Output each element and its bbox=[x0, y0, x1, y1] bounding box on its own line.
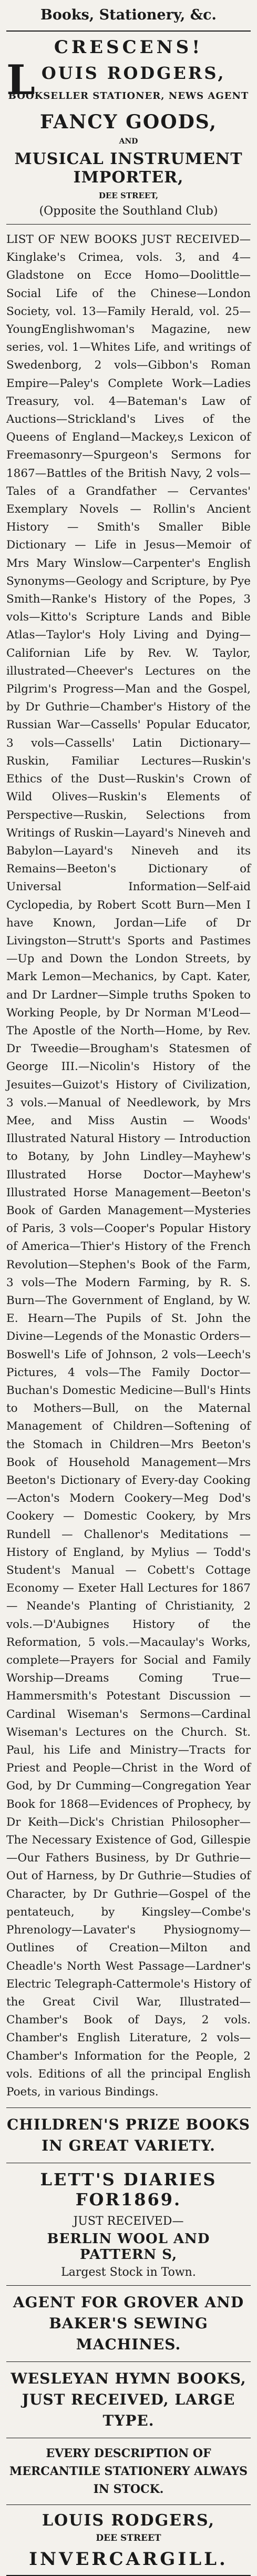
divider bbox=[6, 2107, 251, 2108]
footer-business-name: LOUIS RODGERS, bbox=[42, 2511, 215, 2530]
and-text: AND bbox=[119, 137, 138, 146]
fancy-goods-heading: FANCY GOODS, bbox=[39, 111, 218, 133]
crescens-heading: CRESCENS! bbox=[54, 37, 203, 58]
divider bbox=[6, 2504, 251, 2505]
section-title: Books, Stationery, &c. bbox=[40, 7, 217, 23]
divider bbox=[6, 30, 251, 32]
trade-line: BOOKSELLER STATIONER, NEWS AGENT bbox=[8, 90, 249, 101]
street-address: DEE STREET, bbox=[98, 191, 159, 200]
business-name-text: OUIS RODGERS, bbox=[41, 63, 226, 83]
newspaper-advertisement bbox=[6, 0, 251, 2570]
divider bbox=[6, 2361, 251, 2362]
footer-street: DEE STREET bbox=[96, 2533, 161, 2544]
footer-town: INVERCARGILL. bbox=[29, 2549, 228, 2570]
mercantile-stationery: EVERY DESCRIPTION OF MERCANTILE STATIONERY ALWAYS IN STOCK. bbox=[9, 2447, 248, 2497]
divider bbox=[6, 2285, 251, 2286]
largest-stock-text: Largest Stock in Town. bbox=[61, 2266, 196, 2279]
importer-heading: MUSICAL INSTRUMENT IMPORTER, bbox=[14, 150, 243, 187]
wesleyan-hymn-books: WESLEYAN HYMN BOOKS, JUST RECEIVED, LARGE TYPE. bbox=[11, 2370, 246, 2430]
book-list-paragraph: LIST OF NEW BOOKS JUST RECEIVED—Kinglake's Crimea, vols. 3, and 4—Gladstone on Ecce Homo—Doolittle—Social Life of the Chinese—London Society, vol. 13—Family Herald, vol. 25—YoungEnglishwoman's Magazine, new series, vol. 1—Whites Life, and writings of Swedenborg, 2 vols—Gibbon's Roman Empire—Paley's Complete Work—Ladies Treasury, vol. 4—Bateman's Law of Auctions—Strickland's Lives of the Queens of England—Mackey,s Lexicon of Freemasonry—Spurgeon's Sermons for 1867—Battles of the British Navy, 2 vols—Tales of a Grandfather — Cervantes' Exemplary Novels — Rollin's Ancient History — Smith's Smaller Bible Dictionary — Life in Jesus—Memoir of Mrs Mary Winslow—Carpenter's English Synonyms—Geology and Scripture, by Pye Smith—Ranke's History of the Popes, 3 vols—Kitto's Scripture Lands and Bible Atlas—Taylor's Holy Living and Dying—Californian Life by Rev. W. Taylor, illustrated—Cheever's Lectures on the Pilgrim's Progress—Man and the Gospel, by Dr Guthrie—Chamber's History of the Russian War—Cassells' Popular Educator, 3 vols—Cassells' Latin Dictionary—Ruskin, Familiar Lectures—Ruskin's Ethics of the Dust—Ruskin's Crown of Wild Olives—Ruskin's Elements of Perspective—Ruskin, Selections from Writings of Ruskin—Layard's Nineveh and Babylon—Layard's Nineveh and its Remains—Beeton's Dictionary of Universal Information—Self-aid Cyclopedia, by Robert Scott Burn—Men I have Known, Jordan—Life of Dr Livingston—Strutt's Sports and Pastimes—Up and Down the London Streets, by Mark Lemon—Mechanics, by Capt. Kater, and Dr Lardner—Simple truths Spoken to Working People, by Dr Norman M'Leod—The Apostle of the North—Home, by Rev. Dr Tweedie—Brougham's Statesmen of George III.—Nicolin's History of the Jesuites—Guizot's History of Civilization, 3 vols.—Manual of Needlework, by Mrs Mee, and Miss Austin — Woods' Illustrated Natural History — Introduction to Botany, by John Lindley—Mayhew's Illustrated Horse Doctor—Mayhew's Illustrated Horse Management—Beeton's Book of Garden Management—Mysteries of Paris, 3 vols—Cooper's Popular History of America—Thier's History of the French Revolution—Stephen's Book of the Farm, 3 vols—The Modern Farming, by R. S. Burn—The Government of England, by W. E. Hearn—The Pupils of St. John the Divine—Legends of the Monastic Orders—Boswell's Life of Johnson, 2 vols—Leech's Pictures, 4 vols—The Family Doctor—Buchan's Domestic Medicine—Bull's Hints to Mothers—Bull, on the Maternal Management of Children—Softening of the Stomach in Children—Mrs Beeton's Book of Household Management—Mrs Beeton's Dictionary of Every-day Cooking—Acton's Modern Cookery—Meg Dod's Cookery — Domestic Cookery, by Mrs Rundell — Challenor's Meditations — History of England, by Mylius — Todd's Student's Manual — Cobett's Cottage Economy — Exeter Hall Lectures for 1867 — Neande's Planting of Christianity, 2 vols.—D'Aubignes History of the Reformation, 5 vols.—Macaulay's Works, complete—Prayers for Social and Family Worship—Dreams Coming True—Hammersmith's Potestant Discussion — Cardinal Wiseman's Sermons—Cardinal Wiseman's Lectures on the Church. St. Paul, his Life and Ministry—Tracts for Priest and People—Christ in the Word of God, by Dr Cumming—Congregation Year Book for 1868—Evidences of Prophecy, by Dr Keith—Dick's Christian Philosopher—The Necessary Existence of God, Gillespie—Our Fathers Business, by Dr Guthrie—Out of Harness, by Dr Guthrie—Studies of Character, by Dr Guthrie—Gospel of the pentateuch, by Kingsley—Combe's Phrenology—Lavater's Physiognomy—Outlines of Creation—Milton and Cheadle's North West Passage—Lardner's Electric Telegraph-Cattermole's History of the Great Civil War, Illustrated—Chamber's Book of Days, 2 vols. Chamber's English Literature, 2 vols—Chamber's Information for the People, 2 vols. Editions of all the principal English Poets, in various Bindings. bbox=[6, 233, 251, 2099]
sewing-machine-agent: AGENT FOR GROVER AND BAKER'S SEWING MACHINES. bbox=[13, 2294, 244, 2354]
divider bbox=[6, 224, 251, 225]
letts-diaries-heading: LETT'S DIARIES FOR1869. bbox=[40, 2170, 217, 2210]
location-note: (Opposite the Southland Club) bbox=[39, 205, 218, 218]
just-received-text: JUST RECEIVED— bbox=[73, 2215, 184, 2228]
berlin-wool-heading: BERLIN WOOL AND PATTERN S, bbox=[47, 2231, 210, 2263]
drop-cap: L bbox=[6, 56, 37, 104]
childrens-prize-books: CHILDREN'S PRIZE BOOKS IN GREAT VARIETY. bbox=[6, 2116, 251, 2155]
